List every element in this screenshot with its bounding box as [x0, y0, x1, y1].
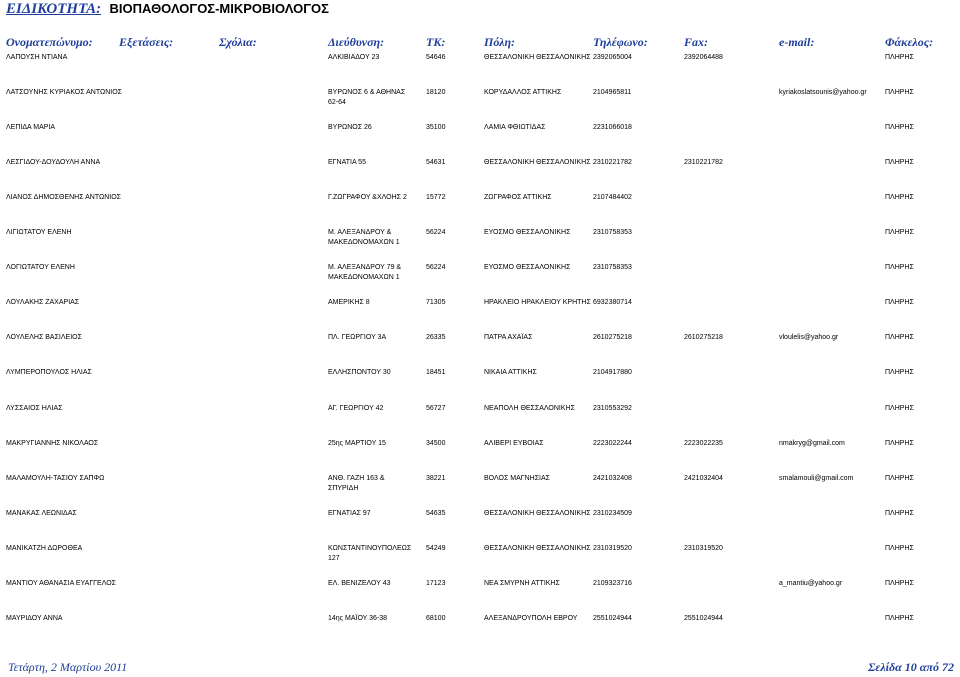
record-name: ΜΑΝΤΙΟΥ ΑΘΑΝΑΣΙΑ ΕΥΑΓΓΕΛΟΣ [6, 579, 116, 587]
record-address: ΕΛ. ΒΕΝΙΖΕΛΟΥ 43 [328, 579, 391, 587]
table-row [0, 579, 960, 609]
record-name: ΛΑΠΟΥΣΗ ΝΤΙΑΝΑ [6, 54, 68, 61]
record-phone: 2310234509 [593, 509, 632, 517]
record-status: ΠΛΗΡΗΣ [885, 89, 914, 97]
record-status: ΠΛΗΡΗΣ [885, 474, 914, 482]
record-email: vloulelis@yahoo.gr [779, 334, 839, 342]
record-status: ΠΛΗΡΗΣ [885, 264, 914, 272]
record-status: ΠΛΗΡΗΣ [885, 404, 914, 412]
record-phone: 2392065004 [593, 54, 632, 61]
record-city: ΚΟΡΥΔΑΛΛΟΣ ΑΤΤΙΚΗΣ [484, 89, 562, 97]
record-name: ΜΑΝΙΚΑΤΖΗ ΔΩΡΟΘΕΑ [6, 544, 83, 552]
record-name: ΜΑΛΑΜΟΥΛΗ-ΤΑΣΙΟΥ ΣΑΠΦΩ [6, 474, 105, 482]
header-folder: Φάκελος: [885, 35, 934, 49]
record-address: ΒΥΡΩΝΟΣ 26 [328, 124, 372, 132]
record-tk: 35100 [426, 124, 446, 132]
record-phone: 2223022244 [593, 439, 632, 447]
record-name: ΛΟΥΛΑΚΗΣ ΖΑΧΑΡΙΑΣ [6, 299, 80, 307]
table-row [0, 544, 960, 574]
record-city: ΘΕΣΣΑΛΟΝΙΚΗ ΘΕΣΣΑΛΟΝΙΚΗΣ [484, 544, 591, 552]
table-row [0, 263, 960, 293]
record-status: ΠΛΗΡΗΣ [885, 544, 914, 552]
header-fax: Fax: [684, 35, 708, 49]
record-tk: 18451 [426, 369, 446, 377]
record-status: ΠΛΗΡΗΣ [885, 124, 914, 132]
record-city: ΝΕΑΠΟΛΗ ΘΕΣΣΑΛΟΝΙΚΗΣ [484, 404, 575, 412]
record-city: ΑΛΕΞΑΝΔΡΟΥΠΟΛΗ ΕΒΡΟΥ [484, 614, 578, 622]
record-name: ΜΑΚΡΥΓΙΑΝΝΗΣ ΝΙΚΟΛΑΟΣ [6, 439, 99, 447]
record-address: ΒΥΡΩΝΟΣ 6 & ΑΘΗΝΑΣ 62-64 [328, 89, 406, 107]
record-status: ΠΛΗΡΗΣ [885, 509, 914, 517]
record-fax: 2310319520 [684, 544, 723, 552]
record-tk: 54646 [426, 54, 446, 61]
record-phone: 2421032408 [593, 474, 632, 482]
record-tk: 56727 [426, 404, 446, 412]
record-status: ΠΛΗΡΗΣ [885, 54, 914, 61]
record-address: Μ. ΑΛΕΞΑΝΔΡΟΥ 79 & ΜΑΚΕΔΟΝΟΜΑΧΩΝ 1 [328, 264, 402, 282]
record-fax: 2310221782 [684, 159, 723, 167]
record-tk: 54631 [426, 159, 446, 167]
table-row [0, 228, 960, 258]
footer-date: Τετάρτη, 2 Μαρτίου 2011 [8, 660, 128, 674]
record-fax: 2551024944 [684, 614, 723, 622]
record-phone: 2610275218 [593, 334, 632, 342]
record-email: kyriakoslatsounis@yahoo.gr [779, 89, 867, 97]
table-row [0, 368, 960, 398]
record-address: ΕΓΝΑΤΙΑΣ 97 [328, 509, 371, 517]
record-phone: 2310221782 [593, 159, 632, 167]
header-city: Πόλη: [484, 35, 516, 49]
record-fax: 2223022235 [684, 439, 723, 447]
record-tk: 18120 [426, 89, 446, 97]
footer-page: Σελίδα 10 από 72 [868, 660, 954, 674]
table-row [0, 158, 960, 188]
record-tk: 34500 [426, 439, 446, 447]
record-email: nmakryg@gmail.com [779, 439, 845, 447]
record-status: ΠΛΗΡΗΣ [885, 159, 914, 167]
record-name: ΛΑΤΣΟΥΝΗΣ ΚΥΡΙΑΚΟΣ ΑΝΤΩΝΙΟΣ [6, 89, 122, 97]
table-row [0, 298, 960, 328]
header-tk: ΤΚ: [426, 35, 446, 49]
record-email: a_mantiu@yahoo.gr [779, 579, 843, 587]
table-row [0, 474, 960, 504]
record-city: ΕΥΟΣΜΟ ΘΕΣΣΑΛΟΝΙΚΗΣ [484, 264, 571, 272]
record-tk: 56224 [426, 264, 446, 272]
record-phone: 2109323716 [593, 579, 632, 587]
record-city: ΕΥΟΣΜΟ ΘΕΣΣΑΛΟΝΙΚΗΣ [484, 229, 571, 237]
record-tk: 15772 [426, 194, 446, 202]
record-name: ΛΟΥΛΕΛΗΣ ΒΑΣΙΛΕΙΟΣ [6, 334, 82, 342]
record-name: ΛΕΣΓΙΔΟΥ-ΔΟΥΔΟΥΛΗ ΑΝΝΑ [6, 159, 101, 167]
record-address: 25ης ΜΑΡΤΙΟΥ 15 [328, 439, 386, 447]
record-tk: 54249 [426, 544, 446, 552]
record-phone: 2310758353 [593, 229, 632, 237]
record-fax: 2392064488 [684, 54, 723, 61]
record-fax: 2421032404 [684, 474, 723, 482]
table-row [0, 53, 960, 83]
header-name: Ονοματεπώνυμο: [6, 35, 93, 49]
record-city: ΛΑΜΙΑ ΦΘΙΩΤΙΔΑΣ [484, 124, 546, 132]
record-address: ΑΛΚΙΒΙΑΔΟΥ 23 [328, 54, 380, 61]
table-row [0, 509, 960, 539]
record-status: ΠΛΗΡΗΣ [885, 299, 914, 307]
record-tk: 17123 [426, 579, 446, 587]
record-address: ΚΩΝΣΤΑΝΤΙΝΟΥΠΟΛΕΩΣ 127 [328, 544, 412, 562]
record-name: ΜΑΥΡΙΔΟΥ ΑΝΝΑ [6, 614, 63, 622]
record-city: ΠΑΤΡΑ ΑΧΑΪΑΣ [484, 334, 533, 342]
record-phone: 2310758353 [593, 264, 632, 272]
record-city: ΝΕΑ ΣΜΥΡΝΗ ΑΤΤΙΚΗΣ [484, 579, 560, 587]
record-address: Γ.ΖΩΓΡΑΦΟΥ &ΧΛΟΗΣ 2 [328, 194, 407, 202]
record-city: ΘΕΣΣΑΛΟΝΙΚΗ ΘΕΣΣΑΛΟΝΙΚΗΣ [484, 54, 591, 61]
specialty-line [6, 0, 329, 16]
record-address: ΑΝΘ. ΓΑΖΗ 163 & ΣΠΥΡΙΔΗ [328, 474, 385, 492]
table-row [0, 333, 960, 363]
record-fax: 2610275218 [684, 334, 723, 342]
header-comments: Σχόλια: [219, 35, 257, 49]
record-phone: 2231066018 [593, 124, 632, 132]
record-email: smalamouli@gmail.com [779, 474, 854, 482]
record-name: ΛΕΠΙΔΑ ΜΑΡΙΑ [6, 124, 56, 132]
record-name: ΜΑΝΑΚΑΣ ΛΕΩΝΙΔΑΣ [6, 509, 77, 517]
record-address: Μ. ΑΛΕΞΑΝΔΡΟΥ & ΜΑΚΕΔΟΝΟΜΑΧΩΝ 1 [328, 229, 400, 247]
record-status: ΠΛΗΡΗΣ [885, 229, 914, 237]
record-status: ΠΛΗΡΗΣ [885, 334, 914, 342]
record-address: ΕΛΛΗΣΠΟΝΤΟΥ 30 [328, 369, 391, 377]
record-address: ΠΛ. ΓΕΩΡΓΙΟΥ 3Α [328, 334, 387, 342]
table-row [0, 193, 960, 223]
table-row [0, 404, 960, 434]
header-email: e-mail: [779, 35, 815, 49]
record-name: ΛΙΓΙΩΤΑΤΟΥ ΕΛΕΝΗ [6, 229, 72, 237]
record-status: ΠΛΗΡΗΣ [885, 369, 914, 377]
record-city: ΘΕΣΣΑΛΟΝΙΚΗ ΘΕΣΣΑΛΟΝΙΚΗΣ [484, 509, 591, 517]
record-address: 14ης ΜΑΪΟΥ 36-38 [328, 614, 388, 622]
record-city: ΑΛΙΒΕΡΙ ΕΥΒΟΙΑΣ [484, 439, 544, 447]
record-tk: 26335 [426, 334, 446, 342]
record-phone: 2104965811 [593, 89, 632, 97]
record-status: ΠΛΗΡΗΣ [885, 194, 914, 202]
record-phone: 2310553292 [593, 404, 632, 412]
record-status: ΠΛΗΡΗΣ [885, 439, 914, 447]
header-address: Διεύθυνση: [328, 35, 385, 49]
table-row [0, 614, 960, 644]
record-status: ΠΛΗΡΗΣ [885, 579, 914, 587]
record-tk: 71305 [426, 299, 446, 307]
table-row [0, 88, 960, 118]
header-phone: Τηλέφωνο: [593, 35, 648, 49]
record-city: ΗΡΑΚΛΕΙΟ ΗΡΑΚΛΕΙΟΥ ΚΡΗΤΗΣ [484, 299, 591, 307]
record-name: ΛΟΓΙΩΤΑΤΟΥ ΕΛΕΝΗ [6, 264, 75, 272]
record-city: ΖΩΓΡΑΦΟΣ ΑΤΤΙΚΗΣ [484, 194, 552, 202]
record-address: ΕΓΝΑΤΙΑ 55 [328, 159, 366, 167]
record-tk: 54635 [426, 509, 446, 517]
specialty-value: ΒΙΟΠΑΘΟΛΟΓΟΣ-ΜΙΚΡΟΒΙΟΛΟΓΟΣ [109, 1, 329, 16]
record-phone: 2310319520 [593, 544, 632, 552]
record-phone: 2104917880 [593, 369, 632, 377]
record-phone: 6932380714 [593, 299, 632, 307]
record-phone: 2551024944 [593, 614, 632, 622]
record-tk: 56224 [426, 229, 446, 237]
record-name: ΛΙΑΝΟΣ ΔΗΜΟΣΘΕΝΗΣ ΑΝΤΩΝΙΟΣ [6, 194, 121, 202]
record-tk: 68100 [426, 614, 446, 622]
record-name: ΛΥΜΠΕΡΟΠΟΥΛΟΣ ΗΛΙΑΣ [6, 369, 92, 377]
record-address: ΑΜΕΡΙΚΗΣ 8 [328, 299, 370, 307]
table-row [0, 439, 960, 469]
table-row [0, 123, 960, 153]
header-exams: Εξετάσεις: [119, 35, 174, 49]
record-phone: 2107484402 [593, 194, 632, 202]
record-status: ΠΛΗΡΗΣ [885, 614, 914, 622]
record-name: ΛΥΣΣΑΙΟΣ ΗΛΙΑΣ [6, 404, 63, 412]
record-city: ΘΕΣΣΑΛΟΝΙΚΗ ΘΕΣΣΑΛΟΝΙΚΗΣ [484, 159, 591, 167]
record-city: ΒΟΛΟΣ ΜΑΓΝΗΣΙΑΣ [484, 474, 550, 482]
specialty-label: ΕΙΔΙΚΟΤΗΤΑ: [6, 1, 102, 17]
record-address: ΑΓ. ΓΕΩΡΓΙΟΥ 42 [328, 404, 384, 412]
record-tk: 38221 [426, 474, 446, 482]
record-city: ΝΙΚΑΙΑ ΑΤΤΙΚΗΣ [484, 369, 537, 377]
